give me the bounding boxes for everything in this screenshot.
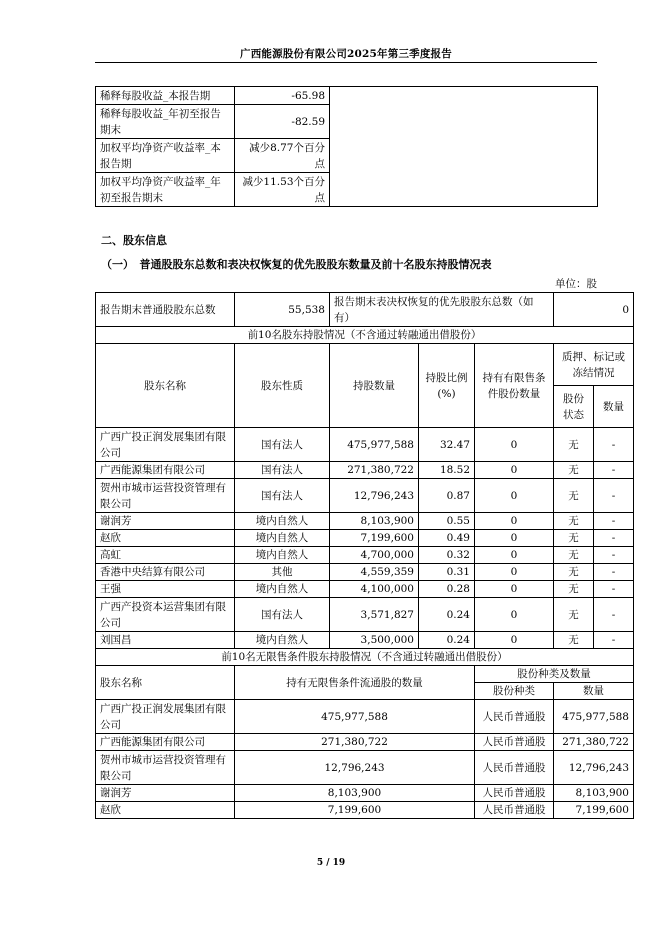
cell-restricted: 0 [475,564,554,581]
cell-nature: 境内自然人 [235,547,330,564]
cell-restricted: 0 [475,530,554,547]
cell-name: 王强 [96,581,235,598]
u-header-class: 股份种类 [475,683,554,700]
table-row [96,632,634,649]
total-holders-label: 报告期末普通股股东总数 [96,293,235,327]
cell-restricted: 0 [475,547,554,564]
pref-holders-value: 0 [554,293,634,327]
cell-status: 无 [554,462,594,479]
cell-restricted: 0 [475,513,554,530]
cell-name: 刘国昌 [96,632,235,649]
unit-label: 单位：股 [555,278,597,290]
cell-class: 人民币普通股 [475,734,554,751]
cell-status: 无 [554,479,594,513]
cell-name: 广西能源集团有限公司 [96,734,235,751]
cell-nature: 境内自然人 [235,632,330,649]
cell-status: 无 [554,428,594,462]
table-row [96,734,634,751]
cell-status: 无 [554,564,594,581]
cell-status: 无 [554,530,594,547]
eps-label: 稀释每股收益_年初至报告期末 [96,105,235,139]
header-ratio: 持股比例(%) [419,344,475,428]
total-holders-value: 55,538 [235,293,330,327]
cell-nature: 国有法人 [235,479,330,513]
cell-shares: 7,199,600 [330,530,419,547]
u-header-class-group: 股份种类及数量 [475,666,634,683]
table-row [96,513,634,530]
cell-name: 赵欣 [96,530,235,547]
u-header-count: 持有无限售条件流通股的数量 [235,666,475,700]
cell-restricted: 0 [475,581,554,598]
cell-restricted: 0 [475,428,554,462]
roe-value: 减少8.77个百分点 [235,139,330,173]
cell-restricted: 0 [475,632,554,649]
cell-name: 高虹 [96,547,235,564]
cell-ratio: 0.87 [419,479,475,513]
unrestricted-title: 前10名无限售条件股东持股情况（不含通过转融通出借股份） [96,649,634,666]
table-row [96,564,634,581]
header-restricted: 持有有限售条件股份数量 [475,344,554,428]
table-row [96,751,634,785]
cell-restricted: 0 [475,479,554,513]
cell-shares: 475,977,588 [330,428,419,462]
blank-cell [330,87,598,207]
cell-status: 无 [554,632,594,649]
cell-ratio: 0.24 [419,598,475,632]
header-pledge-status: 股份状态 [554,386,594,428]
cell-count: 12,796,243 [235,751,475,785]
table-row [96,598,634,632]
table-row [96,428,634,462]
cell-nature: 国有法人 [235,462,330,479]
cell-ratio: 0.49 [419,530,475,547]
table-row [96,802,634,819]
cell-shares: 12,796,243 [330,479,419,513]
top10-title: 前10名股东持股情况（不含通过转融通出借股份） [96,327,634,344]
cell-shares: 4,100,000 [330,581,419,598]
table-row [96,581,634,598]
table-row [96,479,634,513]
cell-count: 8,103,900 [235,785,475,802]
cell-name: 赵欣 [96,802,235,819]
table-row [96,785,634,802]
cell-name: 谢润芳 [96,785,235,802]
cell-ratio: 0.55 [419,513,475,530]
cell-count: - [594,462,634,479]
cell-ratio: 0.32 [419,547,475,564]
cell-nature: 其他 [235,564,330,581]
cell-shares: 4,700,000 [330,547,419,564]
table-row [96,700,634,734]
cell-qty: 12,796,243 [554,751,634,785]
u-header-name: 股东名称 [96,666,235,700]
header-nature: 股东性质 [235,344,330,428]
cell-nature: 境内自然人 [235,530,330,547]
cell-count: - [594,513,634,530]
cell-qty: 8,103,900 [554,785,634,802]
eps-value: -65.98 [235,87,330,105]
cell-shares: 8,103,900 [330,513,419,530]
u-header-qty: 数量 [554,683,634,700]
cell-count: - [594,530,634,547]
cell-count: - [594,632,634,649]
cell-nature: 国有法人 [235,598,330,632]
cell-class: 人民币普通股 [475,700,554,734]
cell-count: - [594,564,634,581]
cell-status: 无 [554,547,594,564]
cell-shares: 3,500,000 [330,632,419,649]
cell-ratio: 0.31 [419,564,475,581]
roe-label: 加权平均净资产收益率_本报告期 [96,139,235,173]
cell-restricted: 0 [475,598,554,632]
cell-nature: 国有法人 [235,428,330,462]
cell-count: 475,977,588 [235,700,475,734]
shareholder-table [95,292,634,819]
cell-name: 谢润芳 [96,513,235,530]
cell-status: 无 [554,513,594,530]
cell-name: 贺州市城市运营投资管理有限公司 [96,479,235,513]
cell-count: 271,380,722 [235,734,475,751]
cell-name: 广西广投正润发展集团有限公司 [96,428,235,462]
top10-body [96,428,634,649]
roe-value: 减少11.53个百分点 [235,173,330,207]
cell-nature: 境内自然人 [235,581,330,598]
cell-count: - [594,428,634,462]
cell-status: 无 [554,598,594,632]
cell-count: 7,199,600 [235,802,475,819]
table-row [96,530,634,547]
cell-count: - [594,479,634,513]
cell-qty: 271,380,722 [554,734,634,751]
cell-shares: 4,559,359 [330,564,419,581]
cell-ratio: 32.47 [419,428,475,462]
cell-name: 贺州市城市运营投资管理有限公司 [96,751,235,785]
cell-name: 广西产投资本运营集团有限公司 [96,598,235,632]
header-pledge-count: 数量 [594,386,634,428]
page-number: 5 / 19 [316,858,346,868]
header-name: 股东名称 [96,344,235,428]
cell-qty: 475,977,588 [554,700,634,734]
cell-class: 人民币普通股 [475,802,554,819]
report-header: 广西能源股份有限公司2025年第三季度报告 [240,48,452,60]
cell-count: - [594,598,634,632]
cell-ratio: 0.24 [419,632,475,649]
table-row [96,547,634,564]
cell-restricted: 0 [475,462,554,479]
cell-count: - [594,547,634,564]
eps-label: 稀释每股收益_本报告期 [96,87,235,105]
cell-count: - [594,581,634,598]
cell-name: 广西广投正润发展集团有限公司 [96,700,235,734]
header-shares: 持股数量 [330,344,419,428]
header-pledge: 质押、标记或冻结情况 [554,344,634,386]
header-divider [95,62,597,63]
cell-status: 无 [554,581,594,598]
cell-name: 广西能源集团有限公司 [96,462,235,479]
cell-shares: 3,571,827 [330,598,419,632]
cell-ratio: 18.52 [419,462,475,479]
roe-label: 加权平均净资产收益率_年初至报告期末 [96,173,235,207]
cell-name: 香港中央结算有限公司 [96,564,235,581]
unrestricted-body [96,700,634,819]
cell-class: 人民币普通股 [475,785,554,802]
cell-qty: 7,199,600 [554,802,634,819]
pref-holders-label: 报告期末表决权恢复的优先股股东总数（如有） [330,293,554,327]
eps-table [95,86,598,207]
table-row [96,462,634,479]
cell-ratio: 0.28 [419,581,475,598]
cell-shares: 271,380,722 [330,462,419,479]
cell-class: 人民币普通股 [475,751,554,785]
cell-nature: 境内自然人 [235,513,330,530]
section-subtitle: （一） 普通股股东总数和表决权恢复的优先股股东数量及前十名股东持股情况表 [101,258,492,271]
eps-value: -82.59 [235,105,330,139]
section-title: 二、股东信息 [101,234,167,247]
